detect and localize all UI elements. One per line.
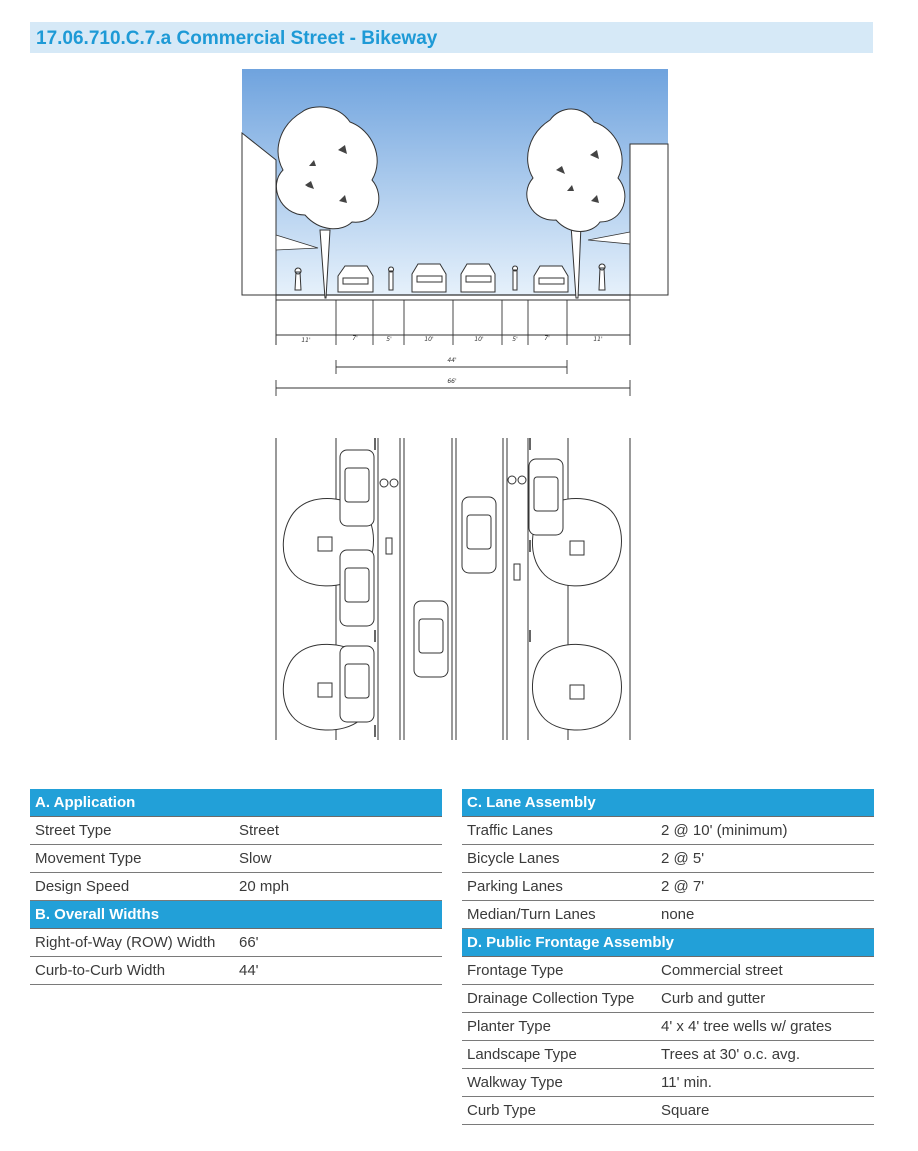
- table-row: [462, 1097, 874, 1125]
- row-label: Median/Turn Lanes: [467, 906, 596, 923]
- page-title: 17.06.710.C.7.a Commercial Street - Bikeway: [36, 28, 438, 49]
- row-label: Curb Type: [467, 1102, 536, 1119]
- row-value: Street: [239, 822, 280, 839]
- table-row: [462, 1041, 874, 1069]
- row-label: Curb-to-Curb Width: [35, 962, 166, 979]
- dim-parking-right: 7': [544, 335, 550, 342]
- row-label: Right-of-Way (ROW) Width: [35, 934, 216, 951]
- row-label: Walkway Type: [467, 1074, 563, 1091]
- row-value: Trees at 30' o.c. avg.: [661, 1046, 801, 1063]
- dim-right-of-way: 66': [447, 378, 457, 385]
- row-value: 11' min.: [661, 1074, 712, 1091]
- dim-sidewalk-right: 11': [593, 336, 603, 343]
- row-value: 44': [239, 962, 259, 979]
- table-row: [462, 873, 874, 901]
- row-label: Bicycle Lanes: [467, 850, 560, 867]
- table-row: [462, 1069, 874, 1097]
- table-row: [30, 957, 442, 985]
- row-value: none: [661, 906, 695, 923]
- bikes-plan: [380, 476, 526, 580]
- row-label: Movement Type: [35, 850, 142, 867]
- table-row: [462, 845, 874, 873]
- row-label: Parking Lanes: [467, 878, 563, 895]
- lane-assembly-header: C. Lane Assembly: [462, 789, 874, 817]
- table-lane-assembly: [462, 789, 874, 1125]
- row-label: Street Type: [35, 822, 112, 839]
- row-value: Square: [661, 1102, 710, 1119]
- dim-parking-left: 7': [352, 335, 358, 342]
- row-value: Slow: [239, 850, 272, 867]
- row-value: 2 @ 5': [661, 850, 705, 867]
- table-row: [30, 845, 442, 873]
- table-row: [30, 929, 442, 957]
- street-section: [242, 69, 668, 396]
- row-value: Curb and gutter: [661, 990, 766, 1007]
- row-value: 20 mph: [239, 878, 290, 895]
- row-value: Commercial street: [661, 962, 783, 979]
- row-label: Design Speed: [35, 878, 130, 895]
- dim-bike-right: 5': [512, 336, 518, 343]
- table-row: [462, 1013, 874, 1041]
- dim-curb-to-curb: 44': [447, 357, 457, 364]
- table-row: [462, 817, 874, 845]
- dim-sidewalk-left: 11': [301, 337, 311, 344]
- table-row: [30, 873, 442, 901]
- public-frontage-header: D. Public Frontage Assembly: [462, 929, 874, 957]
- dim-bike-left: 5': [386, 336, 392, 343]
- row-value: 66': [239, 934, 259, 951]
- row-label: Traffic Lanes: [467, 822, 553, 839]
- row-label: Frontage Type: [467, 962, 564, 979]
- table-row: [462, 985, 874, 1013]
- row-label: Landscape Type: [467, 1046, 577, 1063]
- row-value: 4' x 4' tree wells w/ grates: [661, 1018, 832, 1035]
- building-left: [242, 133, 276, 295]
- plan-view: [276, 438, 630, 740]
- row-value: 2 @ 7': [661, 878, 705, 895]
- building-right: [630, 144, 668, 295]
- table-row: [462, 957, 874, 985]
- dim-traffic-right: 10': [474, 336, 484, 343]
- table-application: [30, 789, 442, 985]
- dim-traffic-left: 10': [424, 336, 434, 343]
- overall-widths-header: B. Overall Widths: [30, 901, 442, 929]
- row-label: Planter Type: [467, 1018, 551, 1035]
- table-row: [462, 901, 874, 929]
- row-value: 2 @ 10' (minimum): [661, 822, 788, 839]
- table-row: [30, 817, 442, 845]
- application-header: A. Application: [30, 789, 442, 817]
- row-label: Drainage Collection Type: [467, 990, 635, 1007]
